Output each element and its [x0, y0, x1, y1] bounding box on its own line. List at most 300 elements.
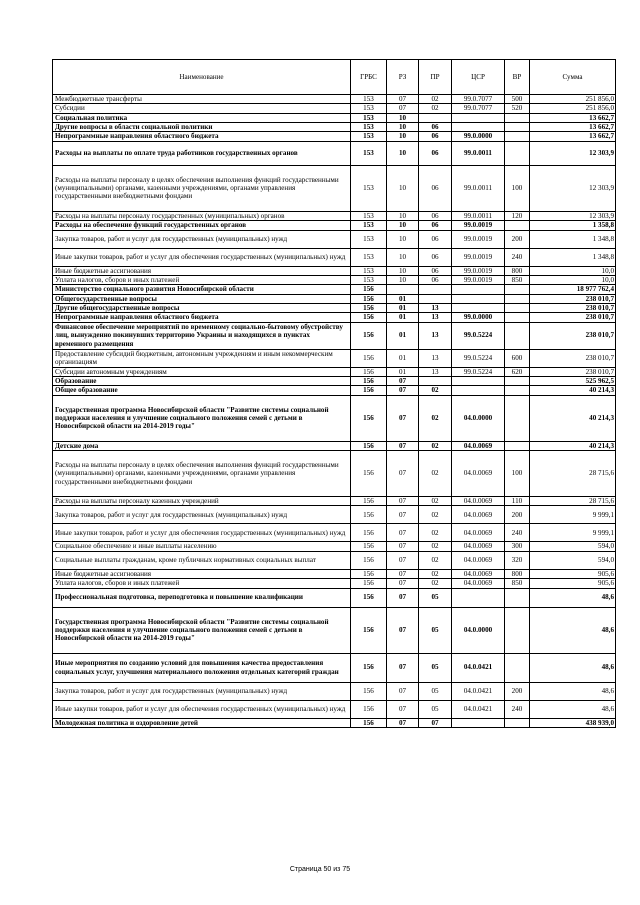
- cell-sum: 438 939,0: [530, 718, 616, 727]
- col-header-grbs: ГРБС: [351, 60, 387, 95]
- cell-sum: 48,6: [530, 700, 616, 718]
- cell-sum: 40 214,3: [530, 441, 616, 450]
- cell-sum: 905,6: [530, 579, 616, 588]
- cell-name: Иные бюджетные ассигнования: [53, 569, 351, 578]
- cell-pr: 06: [419, 211, 452, 220]
- cell-grbs: 156: [351, 377, 387, 386]
- cell-pr: 02: [419, 395, 452, 441]
- cell-grbs: 156: [351, 441, 387, 450]
- cell-vr: [505, 718, 530, 727]
- cell-sum: 40 214,3: [530, 386, 616, 395]
- cell-rz: 07: [387, 441, 419, 450]
- cell-name: Расходы на выплаты персоналу государственных (муниципальных) органов: [53, 211, 351, 220]
- table-row: [53, 349, 616, 367]
- table-row: [53, 132, 616, 141]
- cell-vr: 240: [505, 700, 530, 718]
- table-row: [53, 104, 616, 113]
- cell-rz: 10: [387, 123, 419, 132]
- cell-rz: 07: [387, 551, 419, 569]
- cell-csr: 99.0.0019: [452, 248, 505, 266]
- cell-sum: 238 010,7: [530, 322, 616, 349]
- cell-grbs: 153: [351, 141, 387, 165]
- cell-grbs: 156: [351, 395, 387, 441]
- cell-pr: 05: [419, 700, 452, 718]
- cell-csr: 99.0.7077: [452, 95, 505, 104]
- table-row: [53, 322, 616, 349]
- table-row: [53, 230, 616, 248]
- cell-csr: 99.0.0019: [452, 230, 505, 248]
- cell-pr: 13: [419, 349, 452, 367]
- cell-rz: 10: [387, 113, 419, 122]
- cell-rz: 07: [387, 607, 419, 653]
- table-row: [53, 275, 616, 284]
- col-header-vr: ВР: [505, 60, 530, 95]
- col-header-csr: ЦСР: [452, 60, 505, 95]
- table-row: [53, 542, 616, 551]
- cell-vr: [505, 377, 530, 386]
- cell-pr: 06: [419, 230, 452, 248]
- cell-sum: 48,6: [530, 588, 616, 607]
- cell-name: Социальные выплаты гражданам, кроме публичных нормативных социальных выплат: [53, 551, 351, 569]
- cell-rz: 10: [387, 221, 419, 230]
- header-row: [53, 60, 616, 95]
- table-row: [53, 221, 616, 230]
- cell-rz: 07: [387, 524, 419, 542]
- cell-rz: 07: [387, 104, 419, 113]
- cell-csr: 04.0.0069: [452, 579, 505, 588]
- cell-grbs: 153: [351, 132, 387, 141]
- cell-csr: 99.0.0019: [452, 275, 505, 284]
- cell-csr: 04.0.0069: [452, 551, 505, 569]
- cell-sum: 1 358,8: [530, 221, 616, 230]
- cell-sum: 251 856,0: [530, 95, 616, 104]
- cell-pr: 05: [419, 588, 452, 607]
- cell-csr: [452, 285, 505, 294]
- cell-sum: 28 715,6: [530, 497, 616, 506]
- cell-grbs: 156: [351, 682, 387, 700]
- cell-vr: 200: [505, 506, 530, 524]
- cell-csr: [452, 113, 505, 122]
- cell-vr: 110: [505, 497, 530, 506]
- cell-vr: 100: [505, 451, 530, 497]
- cell-vr: [505, 313, 530, 322]
- col-header-name: Наименование: [53, 60, 351, 95]
- cell-csr: 04.0.0421: [452, 682, 505, 700]
- table-row: [53, 303, 616, 312]
- cell-vr: 100: [505, 165, 530, 211]
- cell-grbs: 156: [351, 322, 387, 349]
- cell-vr: [505, 395, 530, 441]
- cell-name: Уплата налогов, сборов и иных платежей: [53, 275, 351, 284]
- cell-vr: [505, 303, 530, 312]
- cell-pr: 05: [419, 682, 452, 700]
- cell-grbs: 153: [351, 230, 387, 248]
- cell-pr: 06: [419, 266, 452, 275]
- cell-csr: 04.0.0069: [452, 497, 505, 506]
- cell-grbs: 156: [351, 653, 387, 682]
- cell-grbs: 156: [351, 579, 387, 588]
- cell-rz: 01: [387, 367, 419, 376]
- cell-pr: 06: [419, 248, 452, 266]
- cell-grbs: 156: [351, 718, 387, 727]
- cell-pr: 06: [419, 221, 452, 230]
- cell-vr: 600: [505, 349, 530, 367]
- cell-csr: 99.0.0011: [452, 211, 505, 220]
- cell-name: Расходы на выплаты персоналу в целях обеспечения выполнения функций государственными (муниципальными) органами, казенными учреждениями, органами управления государственными внебюджетными фондами: [53, 451, 351, 497]
- cell-grbs: 156: [351, 588, 387, 607]
- table-row: [53, 113, 616, 122]
- cell-rz: 01: [387, 322, 419, 349]
- cell-pr: [419, 113, 452, 122]
- table-row: [53, 682, 616, 700]
- cell-vr: [505, 441, 530, 450]
- cell-csr: 99.0.0011: [452, 165, 505, 211]
- cell-csr: 99.0.0019: [452, 221, 505, 230]
- table-row: [53, 551, 616, 569]
- cell-name: Молодежная политика и оздоровление детей: [53, 718, 351, 727]
- cell-rz: 07: [387, 588, 419, 607]
- col-header-sum: Сумма: [530, 60, 616, 95]
- cell-pr: 13: [419, 322, 452, 349]
- cell-grbs: 156: [351, 313, 387, 322]
- cell-grbs: 156: [351, 497, 387, 506]
- cell-name: Детские дома: [53, 441, 351, 450]
- cell-rz: [387, 285, 419, 294]
- cell-vr: 300: [505, 542, 530, 551]
- cell-grbs: 153: [351, 104, 387, 113]
- cell-csr: [452, 386, 505, 395]
- cell-pr: 06: [419, 165, 452, 211]
- cell-csr: 04.0.0069: [452, 451, 505, 497]
- cell-grbs: 156: [351, 506, 387, 524]
- cell-pr: 02: [419, 551, 452, 569]
- cell-sum: 13 662,7: [530, 132, 616, 141]
- table-row: [53, 588, 616, 607]
- cell-sum: 12 303,9: [530, 165, 616, 211]
- cell-vr: [505, 588, 530, 607]
- cell-grbs: 153: [351, 123, 387, 132]
- cell-name: Иные закупки товаров, работ и услуг для обеспечения государственных (муниципальных) нужд: [53, 700, 351, 718]
- cell-grbs: 153: [351, 248, 387, 266]
- cell-pr: 13: [419, 313, 452, 322]
- cell-sum: 525 962,5: [530, 377, 616, 386]
- cell-name: Образование: [53, 377, 351, 386]
- cell-pr: [419, 285, 452, 294]
- cell-pr: 06: [419, 123, 452, 132]
- cell-vr: [505, 141, 530, 165]
- cell-sum: 18 977 762,4: [530, 285, 616, 294]
- cell-pr: 02: [419, 104, 452, 113]
- cell-grbs: 156: [351, 542, 387, 551]
- table-row: [53, 653, 616, 682]
- cell-pr: [419, 377, 452, 386]
- cell-vr: [505, 132, 530, 141]
- cell-sum: 238 010,7: [530, 294, 616, 303]
- cell-name: Субсидии автономным учреждениям: [53, 367, 351, 376]
- table-row: [53, 123, 616, 132]
- cell-rz: 07: [387, 542, 419, 551]
- cell-csr: 99.0.5224: [452, 322, 505, 349]
- cell-rz: 10: [387, 141, 419, 165]
- cell-rz: 10: [387, 248, 419, 266]
- cell-sum: 10,0: [530, 275, 616, 284]
- cell-vr: [505, 607, 530, 653]
- cell-name: Государственная программа Новосибирской области "Развитие системы социальной поддержки населения и улучшение социального положения семей с детьми в Новосибирской области на 2014-2019 годы": [53, 395, 351, 441]
- cell-rz: 10: [387, 230, 419, 248]
- cell-csr: 04.0.0069: [452, 506, 505, 524]
- cell-csr: 99.0.5224: [452, 367, 505, 376]
- cell-sum: 238 010,7: [530, 349, 616, 367]
- table-body: [53, 95, 616, 728]
- cell-sum: 594,0: [530, 551, 616, 569]
- cell-pr: 02: [419, 524, 452, 542]
- cell-vr: [505, 322, 530, 349]
- cell-pr: 02: [419, 579, 452, 588]
- cell-pr: 05: [419, 653, 452, 682]
- cell-pr: 02: [419, 95, 452, 104]
- cell-rz: 07: [387, 506, 419, 524]
- cell-name: Закупка товаров, работ и услуг для государственных (муниципальных) нужд: [53, 230, 351, 248]
- cell-grbs: 156: [351, 303, 387, 312]
- table-row: [53, 524, 616, 542]
- cell-grbs: 156: [351, 569, 387, 578]
- cell-pr: 06: [419, 141, 452, 165]
- cell-name: Расходы на выплаты персоналу в целях обеспечения выполнения функций государственными (муниципальными) органами, казенными учреждениями, органами управления государственными внебюджетными фондами: [53, 165, 351, 211]
- cell-rz: 01: [387, 294, 419, 303]
- cell-rz: 10: [387, 211, 419, 220]
- cell-vr: 520: [505, 104, 530, 113]
- cell-rz: 10: [387, 275, 419, 284]
- table-row: [53, 718, 616, 727]
- cell-name: Другие вопросы в области социальной политики: [53, 123, 351, 132]
- cell-pr: 02: [419, 451, 452, 497]
- cell-pr: 06: [419, 275, 452, 284]
- cell-sum: 594,0: [530, 542, 616, 551]
- cell-grbs: 156: [351, 285, 387, 294]
- cell-vr: 500: [505, 95, 530, 104]
- cell-rz: 07: [387, 497, 419, 506]
- cell-rz: 07: [387, 579, 419, 588]
- cell-csr: 04.0.0069: [452, 542, 505, 551]
- table-row: [53, 451, 616, 497]
- cell-name: Общее образование: [53, 386, 351, 395]
- cell-pr: 05: [419, 607, 452, 653]
- cell-grbs: 156: [351, 451, 387, 497]
- cell-rz: 07: [387, 95, 419, 104]
- cell-vr: [505, 285, 530, 294]
- cell-grbs: 156: [351, 349, 387, 367]
- budget-table: [52, 59, 616, 728]
- cell-rz: 07: [387, 653, 419, 682]
- cell-name: Субсидии: [53, 104, 351, 113]
- cell-vr: 200: [505, 230, 530, 248]
- cell-vr: [505, 294, 530, 303]
- cell-csr: 99.0.7077: [452, 104, 505, 113]
- page-footer: Страница 50 из 75: [289, 866, 351, 873]
- cell-name: Иные бюджетные ассигнования: [53, 266, 351, 275]
- cell-name: Иные закупки товаров, работ и услуг для обеспечения государственных (муниципальных) нужд: [53, 248, 351, 266]
- cell-grbs: 156: [351, 367, 387, 376]
- cell-name: Иные мероприятия по созданию условий для повышения качества предоставления социальных услуг, улучшения материального положения отдельных категорий граждан: [53, 653, 351, 682]
- cell-sum: 10,0: [530, 266, 616, 275]
- cell-name: Социальная политика: [53, 113, 351, 122]
- table-row: [53, 367, 616, 376]
- cell-sum: 251 856,0: [530, 104, 616, 113]
- cell-csr: 04.0.0069: [452, 524, 505, 542]
- table-row: [53, 607, 616, 653]
- table-row: [53, 313, 616, 322]
- cell-sum: 1 348,8: [530, 248, 616, 266]
- cell-sum: 238 010,7: [530, 367, 616, 376]
- cell-sum: 48,6: [530, 653, 616, 682]
- cell-csr: 99.0.0011: [452, 141, 505, 165]
- cell-vr: 800: [505, 266, 530, 275]
- cell-pr: 02: [419, 569, 452, 578]
- cell-rz: 10: [387, 132, 419, 141]
- cell-csr: [452, 377, 505, 386]
- cell-csr: 04.0.0069: [452, 569, 505, 578]
- cell-vr: 850: [505, 579, 530, 588]
- cell-vr: [505, 653, 530, 682]
- table-row: [53, 579, 616, 588]
- cell-vr: 320: [505, 551, 530, 569]
- table-row: [53, 377, 616, 386]
- cell-sum: 9 999,1: [530, 524, 616, 542]
- table-row: [53, 285, 616, 294]
- cell-csr: 99.0.5224: [452, 349, 505, 367]
- cell-pr: 02: [419, 506, 452, 524]
- cell-rz: 01: [387, 303, 419, 312]
- cell-pr: [419, 294, 452, 303]
- table-row: [53, 569, 616, 578]
- cell-vr: 620: [505, 367, 530, 376]
- cell-sum: 48,6: [530, 682, 616, 700]
- table-row: [53, 700, 616, 718]
- cell-name: Другие общегосударственные вопросы: [53, 303, 351, 312]
- cell-grbs: 153: [351, 211, 387, 220]
- cell-name: Профессиональная подготовка, переподготовка и повышение квалификации: [53, 588, 351, 607]
- cell-grbs: 153: [351, 95, 387, 104]
- cell-vr: 200: [505, 682, 530, 700]
- table-row: [53, 395, 616, 441]
- cell-name: Уплата налогов, сборов и иных платежей: [53, 579, 351, 588]
- cell-grbs: 156: [351, 386, 387, 395]
- cell-name: Финансовое обеспечение мероприятий по временному социально-бытовому обустройству лиц, вынужденно покинувших территорию Украины и находящихся в пунктах временного размещения: [53, 322, 351, 349]
- cell-sum: 12 303,9: [530, 141, 616, 165]
- cell-name: Иные закупки товаров, работ и услуг для обеспечения государственных (муниципальных) нужд: [53, 524, 351, 542]
- cell-sum: 40 214,3: [530, 395, 616, 441]
- cell-csr: 99.0.0000: [452, 313, 505, 322]
- col-header-rz: РЗ: [387, 60, 419, 95]
- cell-name: Расходы на выплаты персоналу казенных учреждений: [53, 497, 351, 506]
- cell-csr: 04.0.0421: [452, 700, 505, 718]
- cell-rz: 07: [387, 377, 419, 386]
- cell-pr: 02: [419, 386, 452, 395]
- cell-rz: 07: [387, 700, 419, 718]
- cell-rz: 07: [387, 718, 419, 727]
- cell-rz: 07: [387, 395, 419, 441]
- cell-pr: 02: [419, 542, 452, 551]
- table-row: [53, 294, 616, 303]
- cell-csr: [452, 294, 505, 303]
- cell-sum: 13 662,7: [530, 123, 616, 132]
- cell-name: Министерство социального развития Новосибирской области: [53, 285, 351, 294]
- cell-sum: 905,6: [530, 569, 616, 578]
- cell-sum: 12 303,9: [530, 211, 616, 220]
- cell-name: Расходы на выплаты по оплате труда работников государственных органов: [53, 141, 351, 165]
- cell-csr: 99.0.0000: [452, 132, 505, 141]
- cell-rz: 07: [387, 451, 419, 497]
- cell-grbs: 153: [351, 113, 387, 122]
- cell-vr: [505, 123, 530, 132]
- cell-grbs: 156: [351, 700, 387, 718]
- cell-grbs: 153: [351, 165, 387, 211]
- cell-name: Социальное обеспечение и иные выплаты населению: [53, 542, 351, 551]
- table-row: [53, 211, 616, 220]
- cell-name: Межбюджетные трансферты: [53, 95, 351, 104]
- budget-sheet: [52, 59, 616, 728]
- cell-name: Предоставление субсидий бюджетным, автономным учреждениям и иным некоммерческим организациям: [53, 349, 351, 367]
- cell-vr: 800: [505, 569, 530, 578]
- table-row: [53, 95, 616, 104]
- cell-rz: 10: [387, 165, 419, 211]
- cell-name: Общегосударственные вопросы: [53, 294, 351, 303]
- cell-grbs: 156: [351, 294, 387, 303]
- cell-pr: 02: [419, 497, 452, 506]
- table-row: [53, 266, 616, 275]
- cell-vr: 240: [505, 248, 530, 266]
- cell-grbs: 156: [351, 551, 387, 569]
- cell-sum: 28 715,6: [530, 451, 616, 497]
- cell-sum: 238 010,7: [530, 313, 616, 322]
- cell-grbs: 153: [351, 275, 387, 284]
- cell-pr: 07: [419, 718, 452, 727]
- cell-name: Закупка товаров, работ и услуг для государственных (муниципальных) нужд: [53, 682, 351, 700]
- cell-vr: 240: [505, 524, 530, 542]
- cell-sum: 9 999,1: [530, 506, 616, 524]
- cell-rz: 07: [387, 682, 419, 700]
- cell-rz: 01: [387, 349, 419, 367]
- cell-vr: 120: [505, 211, 530, 220]
- cell-pr: 06: [419, 132, 452, 141]
- cell-pr: 13: [419, 367, 452, 376]
- table-row: [53, 497, 616, 506]
- cell-csr: [452, 718, 505, 727]
- cell-rz: 10: [387, 266, 419, 275]
- cell-rz: 07: [387, 569, 419, 578]
- cell-name: Закупка товаров, работ и услуг для государственных (муниципальных) нужд: [53, 506, 351, 524]
- cell-csr: 04.0.0000: [452, 395, 505, 441]
- cell-rz: 01: [387, 313, 419, 322]
- col-header-pr: ПР: [419, 60, 452, 95]
- cell-grbs: 156: [351, 524, 387, 542]
- table-row: [53, 386, 616, 395]
- cell-name: Непрограммные направления областного бюджета: [53, 313, 351, 322]
- cell-sum: 13 662,7: [530, 113, 616, 122]
- cell-sum: 1 348,8: [530, 230, 616, 248]
- table-row: [53, 248, 616, 266]
- cell-csr: 04.0.0069: [452, 441, 505, 450]
- cell-csr: 04.0.0421: [452, 653, 505, 682]
- cell-grbs: 153: [351, 221, 387, 230]
- cell-vr: 850: [505, 275, 530, 284]
- cell-grbs: 153: [351, 266, 387, 275]
- cell-rz: 07: [387, 386, 419, 395]
- cell-csr: [452, 303, 505, 312]
- table-row: [53, 441, 616, 450]
- cell-grbs: 156: [351, 607, 387, 653]
- cell-vr: [505, 221, 530, 230]
